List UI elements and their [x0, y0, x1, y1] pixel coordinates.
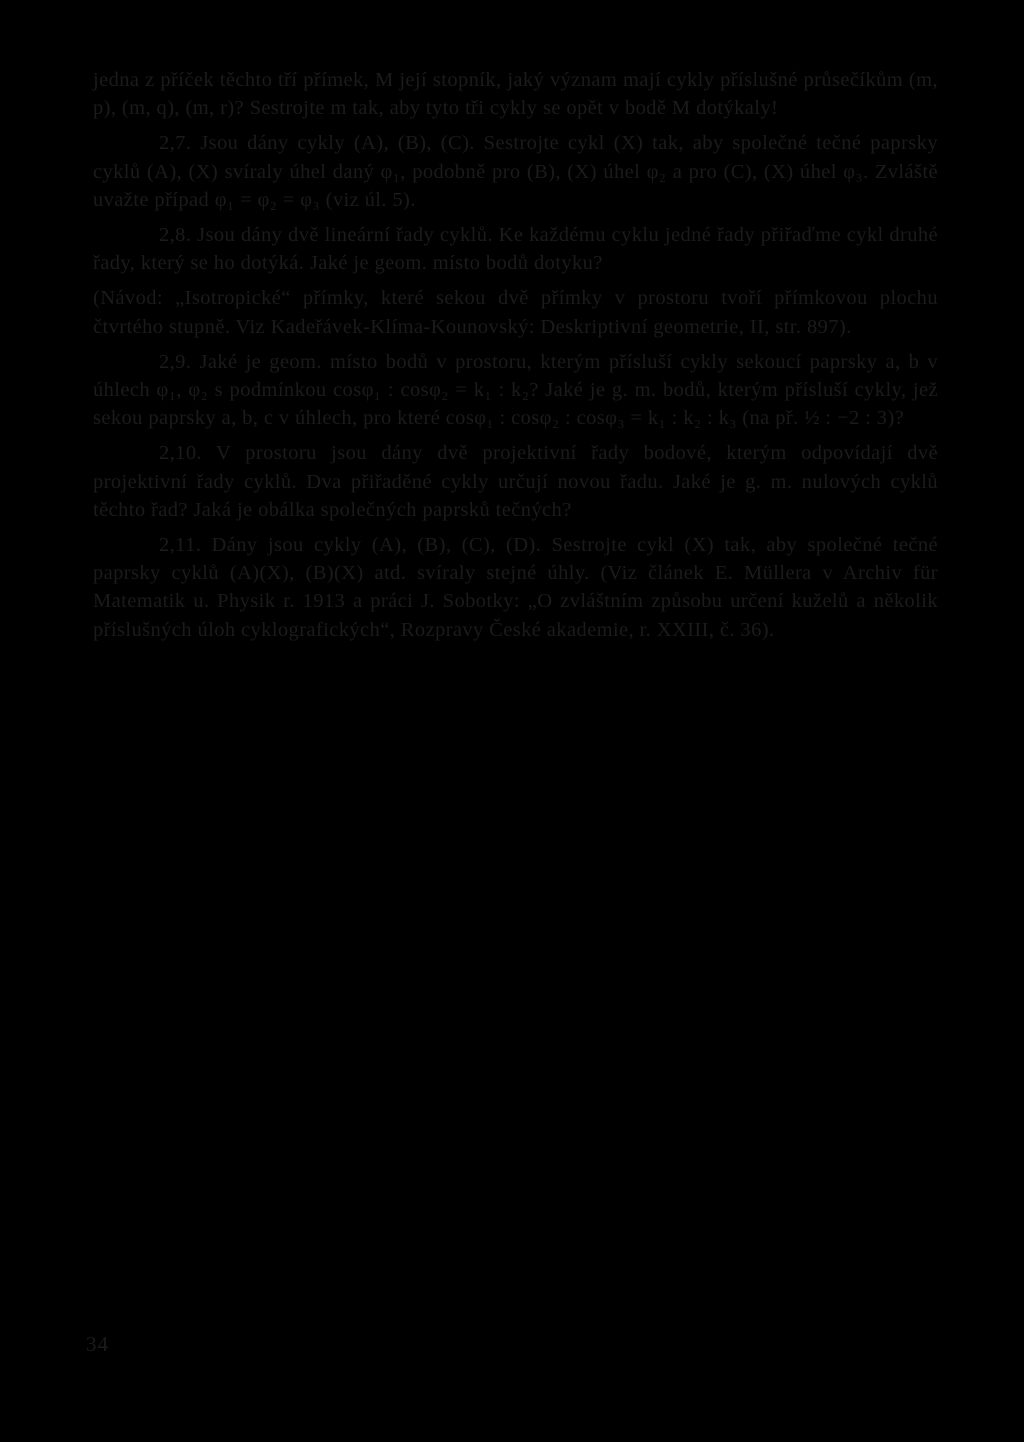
paragraph-exercise-2-11: 2,11. Dány jsou cykly (A), (B), (C), (D). Sestrojte cykl (X) tak, aby společné tečné paprsky cyklů (A)(X), (B)(X) atd. svíraly stejné úhly. (Viz článek E. Müllera v Archiv für Matematik u. Physik r. 1913 a práci J. Sobotky: „O zvláštním způsobu určení kuželů a několik příslušných úloh cyklografických“, Rozpravy České akademie, r. XXIII, č. 36). [93, 534, 938, 641]
paragraph-intro: jedna z příček těchto tří přímek, M její stopník, jaký význam mají cykly příslušné průsečíkům (m, p), (m, q), (m, r)? Sestrojte m tak, aby tyto tři cykly se opět v bodě M dotýkaly! [93, 69, 938, 120]
paragraph-exercise-2-8: 2,8. Jsou dány dvě lineární řady cyklů. Ke každému cyklu jedné řady přiřaďme cykl druhé řady, který se ho dotýká. Jaké je geom. místo bodů dotyku? [93, 224, 938, 275]
paragraph-exercise-2-9: 2,9. Jaké je geom. místo bodů v prostoru, kterým přísluší cykly sekoucí paprsky a, b v úhlech φ₁, φ₂ s podmínkou cosφ₁ : cosφ₂ = k₁ : k₂? Jaké je g. m. bodů, kterým přísluší cykly, jež sekou paprsky a, b, c v úhlech, pro které cosφ₁ : cosφ₂ : cosφ₃ = k₁ : k₂ : k₃ (na př. ½ : −2 : 3)? [93, 350, 938, 430]
page-number: 34 [86, 1332, 109, 1356]
page-body [93, 66, 938, 644]
paragraph-hint: (Návod: „Isotropické“ přímky, které sekou dvě přímky v prostoru tvoří přímkovou plochu čtvrtého stupně. Viz Kadeřávek-Klíma-Kounovský: Deskriptivní geometrie, II, str. 897). [93, 287, 938, 338]
paragraph-exercise-2-7: 2,7. Jsou dány cykly (A), (B), (C). Sestrojte cykl (X) tak, aby společné tečné paprsky cyklů (A), (X) svíraly úhel daný φ₁, podobně pro (B), (X) úhel φ₂ a pro (C), (X) úhel φ₃. Zvláště uvažte případ φ₁ = φ₂ = φ₃ (viz úl. 5). [93, 132, 938, 211]
paragraph-exercise-2-10: 2,10. V prostoru jsou dány dvě projektivní řady bodové, kterým odpovídají dvě projektivní řady cyklů. Dva přiřaděné cykly určují novou řadu. Jaké je g. m. nulových cyklů těchto řad? Jaká je obálka společných paprsků tečných? [93, 442, 938, 521]
